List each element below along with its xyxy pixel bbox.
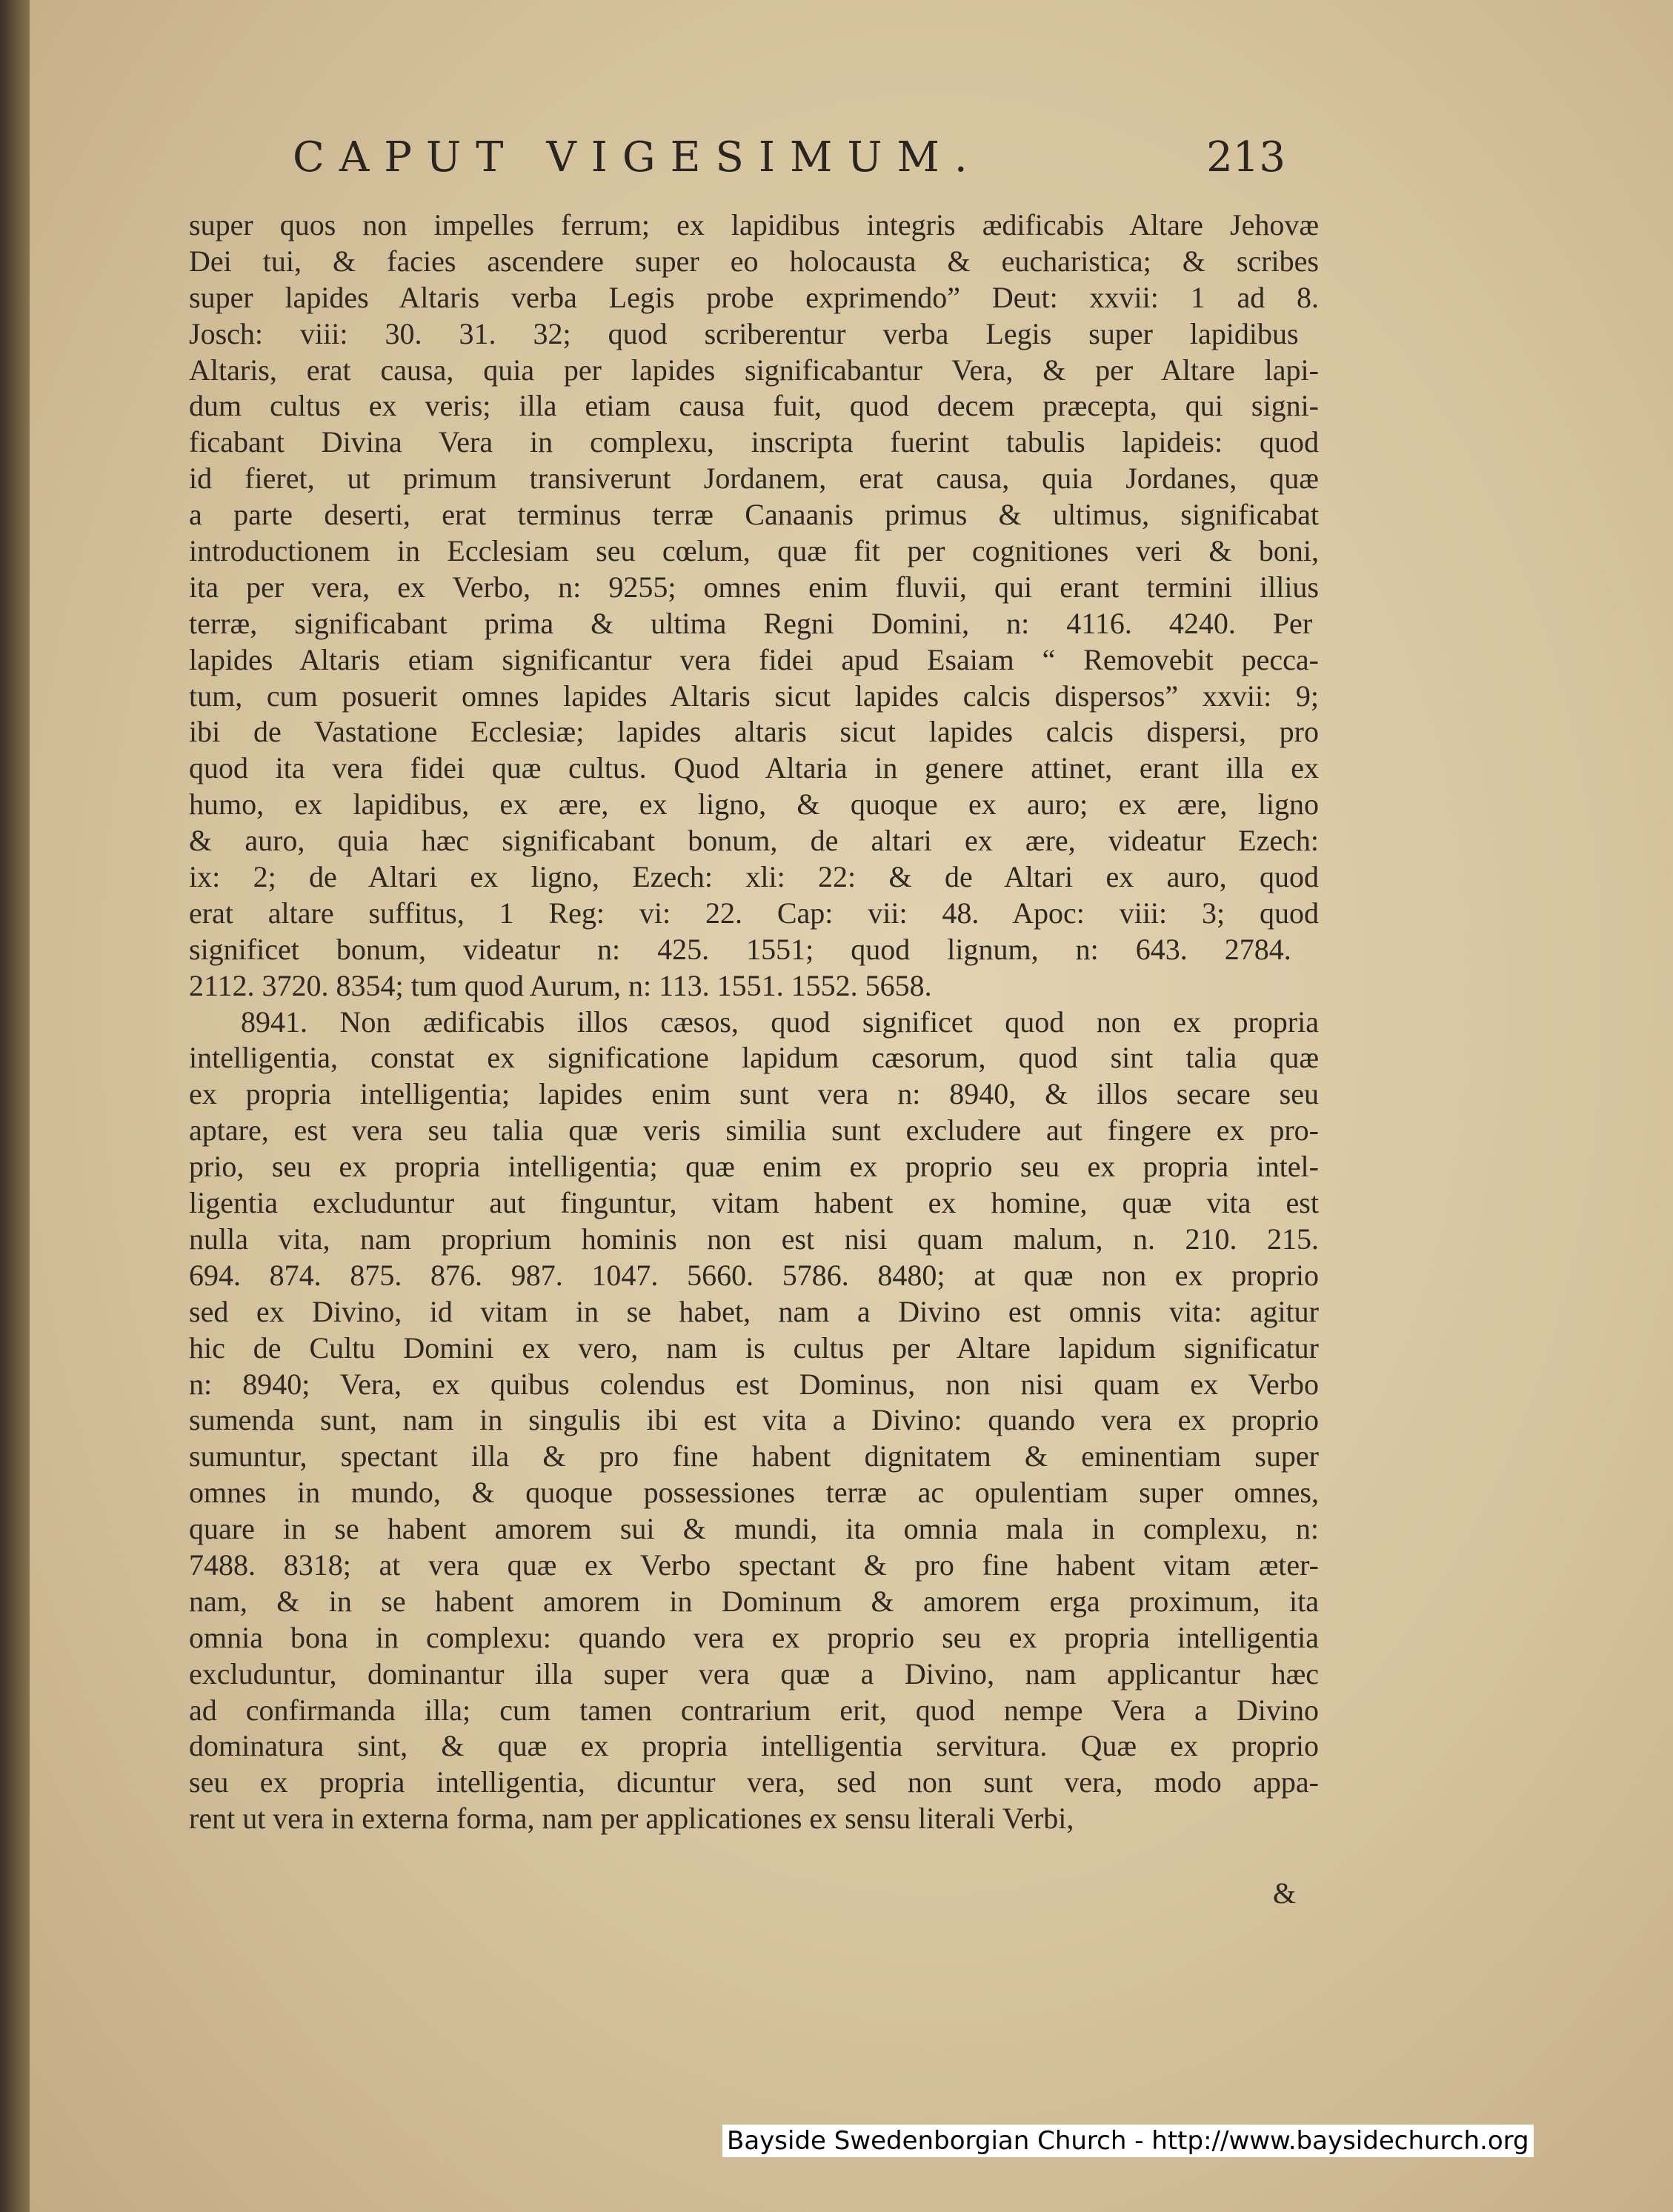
- catchword: &: [1273, 1876, 1297, 1910]
- text-line: Josch: viii: 30. 31. 32; quod scriberentur verba Legis super lapidibus: [189, 316, 1299, 350]
- watermark-credit: Bayside Swedenborgian Church - http://www.baysidechurch.org: [722, 2125, 1534, 2157]
- text-line: seu ex propria intelligentia, dicuntur vera, sed non sunt vera, modo appa-: [189, 1765, 1319, 1799]
- running-title: CAPUT VIGESIMUM.: [293, 133, 982, 181]
- text-line: 7488. 8318; at vera quæ ex Verbo spectant & pro fine habent vitam æter-: [189, 1548, 1319, 1582]
- text-line: sumenda sunt, nam in singulis ibi est vita a Divino: quando vera ex proprio: [189, 1403, 1319, 1437]
- text-line: intelligentia, constat ex significatione lapidum cæsorum, quod sint talia quæ: [189, 1041, 1319, 1075]
- text-line: excluduntur, dominantur illa super vera quæ a Divino, nam applicantur hæc: [189, 1656, 1319, 1690]
- text-line: Altaris, erat causa, quia per lapides significabantur Vera, & per Altare lapi-: [189, 353, 1319, 387]
- page-header: [293, 133, 1285, 200]
- text-line: sumuntur, spectant illa & pro fine habent dignitatem & eminentiam super: [189, 1439, 1319, 1473]
- text-line: dum cultus ex veris; illa etiam causa fuit, quod decem præcepta, qui signi-: [189, 389, 1319, 423]
- text-line: n: 8940; Vera, ex quibus colendus est Dominus, non nisi quam ex Verbo: [189, 1367, 1319, 1401]
- text-line: super quos non impelles ferrum; ex lapidibus integris ædificabis Altare Jehovæ: [189, 208, 1319, 241]
- text-line: ligentia excluduntur aut finguntur, vitam habent ex homine, quæ vita est: [189, 1186, 1319, 1220]
- text-line: nulla vita, nam proprium hominis non est nisi quam malum, n. 210. 215.: [189, 1222, 1319, 1256]
- text-line: & auro, quia hæc significabant bonum, de altari ex ære, videatur Ezech:: [189, 824, 1319, 858]
- text-line: ita per vera, ex Verbo, n: 9255; omnes enim fluvii, qui erant termini illius: [189, 570, 1319, 604]
- text-line: Dei tui, & facies ascendere super eo holocausta & eucharistica; & scribes: [189, 244, 1319, 278]
- text-line: ficabant Divina Vera in complexu, inscripta fuerint tabulis lapideis: quod: [189, 425, 1319, 459]
- text-line: super lapides Altaris verba Legis probe exprimendo” Deut: xxvii: 1 ad 8.: [189, 280, 1319, 314]
- text-line: erat altare suffitus, 1 Reg: vi: 22. Cap: vii: 48. Apoc: viii: 3; quod: [189, 896, 1319, 930]
- text-line: 694. 874. 875. 876. 987. 1047. 5660. 5786. 8480; at quæ non ex proprio: [189, 1258, 1319, 1292]
- page-number: 213: [1206, 133, 1285, 181]
- text-line: lapides Altaris etiam significantur vera fidei apud Esaiam “ Removebit pecca-: [189, 642, 1319, 676]
- text-line: humo, ex lapidibus, ex ære, ex ligno, & quoque ex auro; ex ære, ligno: [189, 787, 1319, 822]
- text-line: 2112. 3720. 8354; tum quod Aurum, n: 113. 1551. 1552. 5658.: [189, 968, 932, 1002]
- body-text: [189, 207, 1319, 1896]
- text-line: tum, cum posuerit omnes lapides Altaris sicut lapides calcis dispersos” xxvii: 9;: [189, 679, 1319, 713]
- text-line: id fieret, ut primum transiverunt Jordanem, erat causa, quia Jordanes, quæ: [189, 462, 1319, 496]
- text-line: ix: 2; de Altari ex ligno, Ezech: xli: 22: & de Altari ex auro, quod: [189, 860, 1319, 894]
- text-line: ex propria intelligentia; lapides enim sunt vera n: 8940, & illos secare seu: [189, 1077, 1319, 1111]
- text-line: ad confirmanda illa; cum tamen contrarium erit, quod nempe Vera a Divino: [189, 1693, 1319, 1727]
- text-line: aptare, est vera seu talia quæ veris similia sunt excludere aut fingere ex pro-: [189, 1113, 1319, 1147]
- text-line: introductionem in Ecclesiam seu cœlum, quæ fit per cognitiones veri & boni,: [189, 534, 1319, 568]
- text-line: ibi de Vastatione Ecclesiæ; lapides altaris sicut lapides calcis dispersi, pro: [189, 715, 1319, 749]
- text-line: hic de Cultu Domini ex vero, nam is cultus per Altare lapidum significatur: [189, 1330, 1319, 1365]
- text-line: dominatura sint, & quæ ex propria intelligentia servitura. Quæ ex proprio: [189, 1729, 1319, 1763]
- text-line: quare in se habent amorem sui & mundi, ita omnia mala in complexu, n:: [189, 1512, 1319, 1546]
- text-line: sed ex Divino, id vitam in se habet, nam a Divino est omnis vita: agitur: [189, 1294, 1319, 1328]
- text-line: quod ita vera fidei quæ cultus. Quod Altaria in genere attinet, erant illa ex: [189, 751, 1319, 785]
- text-line: omnia bona in complexu: quando vera ex proprio seu ex propria intelligentia: [189, 1620, 1319, 1654]
- text-line: 8941. Non ædificabis illos cæsos, quod significet quod non ex propria: [241, 1005, 1319, 1039]
- text-line: rent ut vera in externa forma, nam per applicationes ex sensu literali Verbi,: [189, 1802, 1074, 1836]
- text-line: significet bonum, videatur n: 425. 1551; quod lignum, n: 643. 2784.: [189, 932, 1291, 966]
- text-line: omnes in mundo, & quoque possessiones terræ ac opulentiam super omnes,: [189, 1476, 1319, 1510]
- text-line: terræ, significabant prima & ultima Regni Domini, n: 4116. 4240. Per: [189, 606, 1313, 640]
- text-line: a parte deserti, erat terminus terræ Canaanis primus & ultimus, significabat: [189, 498, 1319, 532]
- text-line: nam, & in se habent amorem in Dominum & amorem erga proximum, ita: [189, 1584, 1319, 1618]
- text-line: prio, seu ex propria intelligentia; quæ enim ex proprio seu ex propria intel-: [189, 1150, 1319, 1184]
